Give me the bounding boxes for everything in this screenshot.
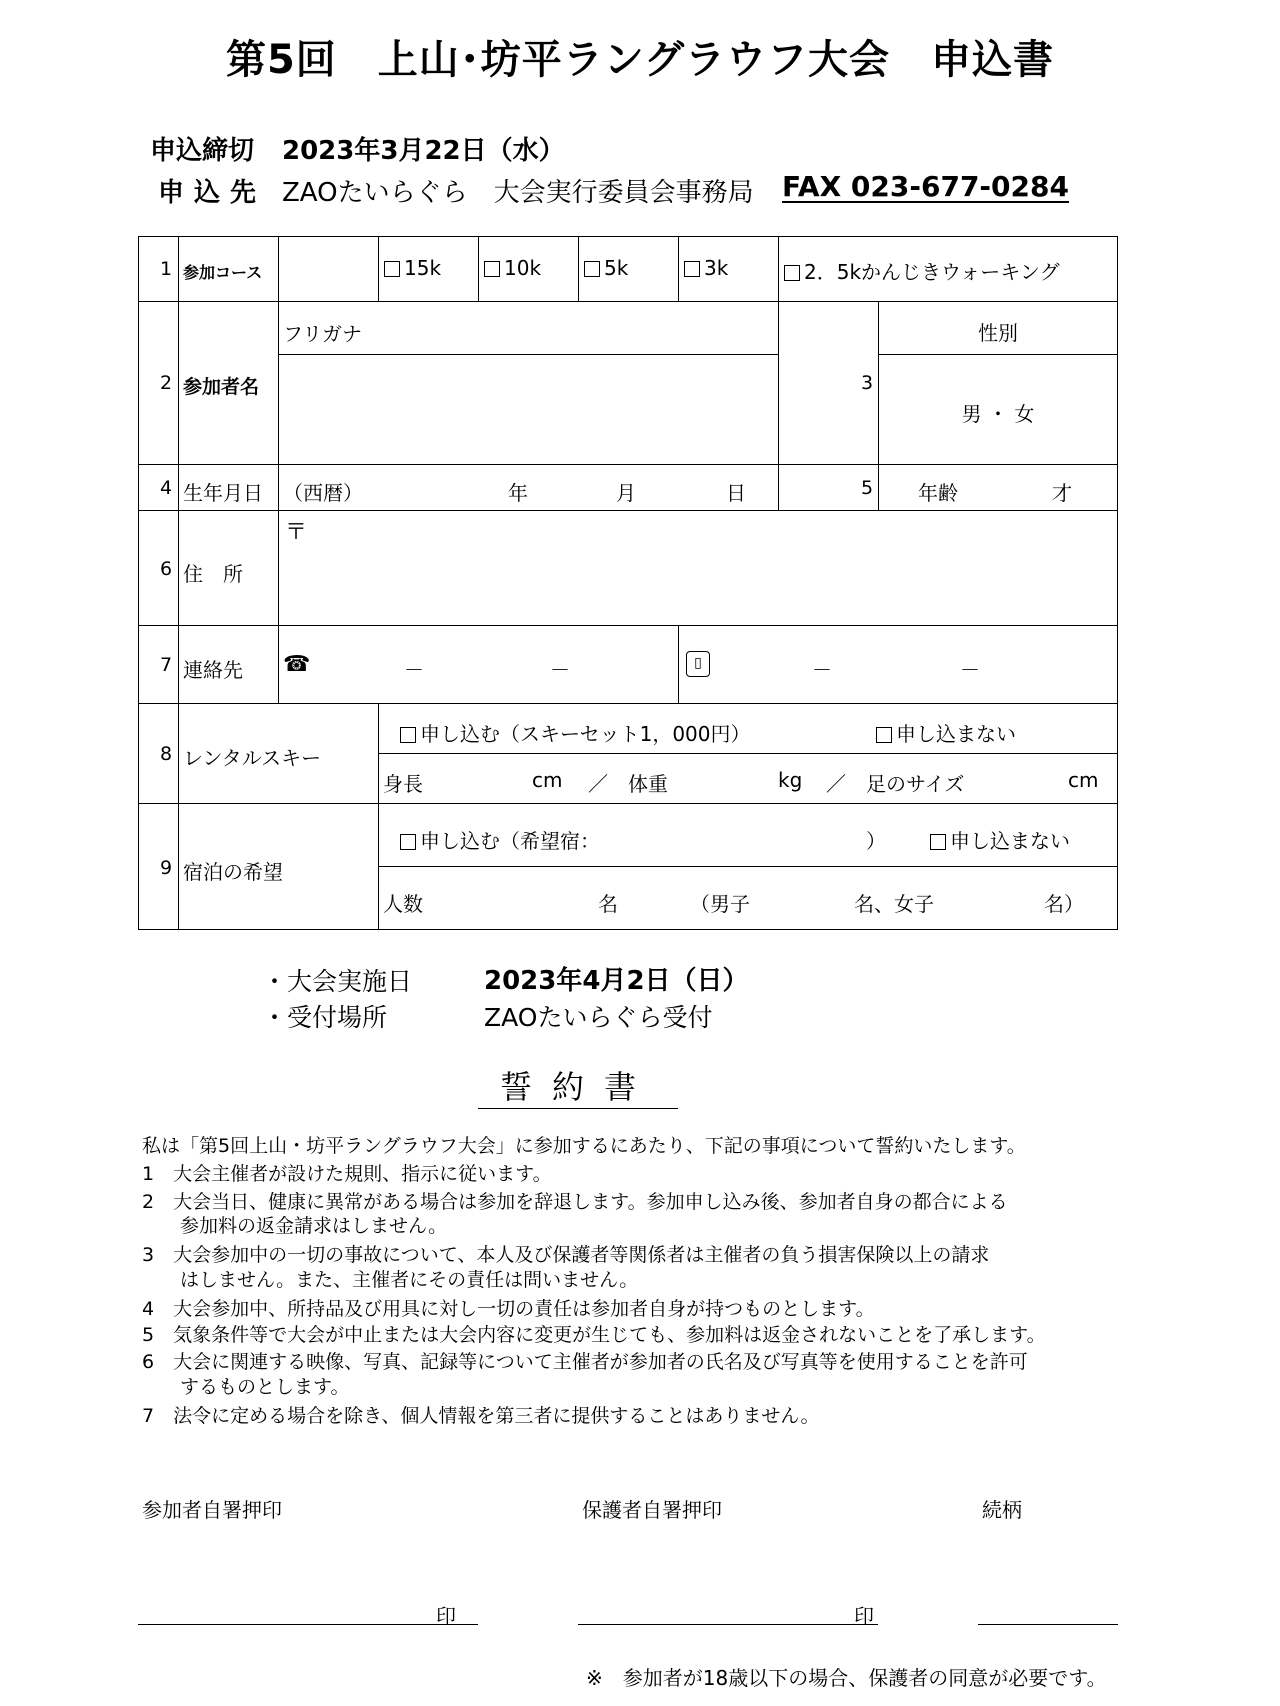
course-option-walking[interactable]: 2．5kかんじきウォーキング xyxy=(784,256,1060,285)
relation-line[interactable] xyxy=(978,1624,1118,1625)
course-option-3k[interactable]: 3k xyxy=(684,256,728,280)
pledge-title-underline xyxy=(478,1108,678,1109)
address-label: 住 所 xyxy=(183,562,243,586)
people-unit[interactable]: 名 xyxy=(598,892,618,916)
lodging-label: 宿泊の希望 xyxy=(183,860,283,884)
birthdate-day[interactable]: 日 xyxy=(726,481,746,505)
pledge-item: はしません。また、主催者にその責任は問いません。 xyxy=(142,1269,639,1291)
postal-mark-icon: 〒 xyxy=(285,520,308,545)
birthdate-era: （西暦） xyxy=(283,481,363,505)
deadline-value: 2023年3月22日（水） xyxy=(282,136,565,166)
participant-signature-line[interactable] xyxy=(138,1624,478,1625)
checkbox-icon xyxy=(876,727,892,743)
rental-apply-option[interactable]: 申し込む（スキーセット1，000円） xyxy=(400,718,751,747)
people-label: 人数 xyxy=(383,892,423,916)
lodging-close-paren: ） xyxy=(866,829,886,853)
pledge-item: 2 大会当日、健康に異常がある場合は参加を辞退します。参加申し込み後、参加者自身の都合による xyxy=(142,1191,1008,1213)
footnote: ※ 参加者が18歳以下の場合、保護者の同意が必要です。 xyxy=(586,1666,1107,1690)
height-unit[interactable]: cm xyxy=(532,768,563,792)
row-number: 2 xyxy=(160,372,173,394)
destination-office: ZAOたいらぐら 大会実行委員会事務局 xyxy=(282,178,754,208)
gender-label: 性別 xyxy=(978,321,1018,345)
furigana-label: フリガナ xyxy=(283,322,362,346)
male-label: （男子 xyxy=(690,892,750,916)
checkbox-icon xyxy=(930,834,946,850)
rental-ski-label: レンタルスキー xyxy=(183,746,322,770)
guardian-signature-label: 保護者自署押印 xyxy=(582,1498,722,1522)
pledge-item: 4 大会参加中、所持品及び用具に対し一切の責任は参加者自身が持つものとします。 xyxy=(142,1298,875,1320)
separator: ／ xyxy=(826,772,846,796)
weight-unit[interactable]: kg xyxy=(778,768,803,792)
age-label: 年齢 xyxy=(918,481,958,505)
height-label: 身長 xyxy=(383,772,423,796)
female-unit[interactable]: 名） xyxy=(1044,892,1084,916)
row-number: 8 xyxy=(160,743,173,765)
reception-label: ・受付場所 xyxy=(262,1003,388,1032)
checkbox-icon xyxy=(484,261,500,277)
course-option-15k[interactable]: 15k xyxy=(384,256,441,280)
rental-no-apply-option[interactable]: 申し込まない xyxy=(876,718,1016,747)
mobile-field[interactable] xyxy=(716,626,1117,702)
checkbox-icon xyxy=(384,261,400,277)
participant-name-label: 参加者名 xyxy=(183,376,260,398)
pledge-title: 誓約書 xyxy=(500,1068,657,1106)
female-label[interactable]: 名、女子 xyxy=(854,892,934,916)
lodging-apply-option[interactable]: 申し込む（希望宿： xyxy=(400,825,600,854)
foot-size-label: 足のサイズ xyxy=(866,772,965,796)
pledge-intro: 私は「第5回上山・坊平ラングラウフ大会」に参加するにあたり、下記の事項について誓約いたします。 xyxy=(142,1135,1026,1157)
event-date-value: 2023年4月2日（日） xyxy=(484,966,749,996)
seal-mark: 印 xyxy=(854,1604,874,1628)
row-number: 7 xyxy=(160,654,173,676)
relation-label: 続柄 xyxy=(982,1498,1022,1522)
participant-name-field[interactable] xyxy=(279,355,777,463)
row-number: 4 xyxy=(160,477,173,499)
destination-label: 申込先 xyxy=(158,178,267,208)
separator: ／ xyxy=(588,772,608,796)
address-field[interactable] xyxy=(279,546,1117,624)
event-date-label: ・大会実施日 xyxy=(262,967,413,996)
birthdate-label: 生年月日 xyxy=(183,481,263,505)
pledge-item: 1 大会主催者が設けた規則、指示に従います。 xyxy=(142,1163,552,1185)
participant-signature-label: 参加者自署押印 xyxy=(142,1498,282,1522)
mobile-phone-icon: ▯ xyxy=(686,651,710,677)
mobile-dash: － xyxy=(960,658,980,682)
pledge-item: 5 気象条件等で大会が中止または大会内容に変更が生じても、参加料は返金されないことを了承します。 xyxy=(142,1324,1046,1346)
weight-label: 体重 xyxy=(628,772,668,796)
phone-dash: － xyxy=(550,658,570,682)
phone-field[interactable] xyxy=(278,626,677,702)
foot-size-unit[interactable]: cm xyxy=(1068,768,1099,792)
pledge-item: するものとします。 xyxy=(142,1376,350,1398)
age-unit[interactable]: 才 xyxy=(1052,481,1072,505)
row-number: 3 xyxy=(861,372,874,394)
page-title: 第5回 上山･坊平ラングラウフ大会 申込書 xyxy=(225,37,1055,83)
row-number: 1 xyxy=(160,258,173,280)
checkbox-icon xyxy=(400,834,416,850)
guardian-signature-line[interactable] xyxy=(578,1624,878,1625)
birthdate-month[interactable]: 月 xyxy=(616,481,636,505)
pledge-item: 6 大会に関連する映像、写真、記録等について主催者が参加者の氏名及び写真等を使用することを許可 xyxy=(142,1351,1028,1373)
pledge-item: 3 大会参加中の一切の事故について、本人及び保護者等関係者は主催者の負う損害保険以上の請求 xyxy=(142,1244,990,1266)
contact-label: 連絡先 xyxy=(183,658,243,682)
reception-value: ZAOたいらぐら受付 xyxy=(484,1003,713,1032)
course-option-5k[interactable]: 5k xyxy=(584,256,628,280)
checkbox-icon xyxy=(400,727,416,743)
checkbox-icon xyxy=(784,265,800,281)
course-option-10k[interactable]: 10k xyxy=(484,256,541,280)
deadline-label: 申込締切 xyxy=(150,136,255,166)
destination-fax: FAX 023-677-0284 xyxy=(782,170,1069,203)
checkbox-icon xyxy=(684,261,700,277)
checkbox-icon xyxy=(584,261,600,277)
mobile-dash: － xyxy=(812,658,832,682)
seal-mark: 印 xyxy=(436,1604,456,1628)
birthdate-year[interactable]: 年 xyxy=(508,481,528,505)
lodging-no-apply-option[interactable]: 申し込まない xyxy=(930,825,1070,854)
pledge-item: 参加料の返金請求はしません。 xyxy=(142,1215,448,1237)
phone-icon: ☎ xyxy=(283,652,311,677)
pledge-item: 7 法令に定める場合を除き、個人情報を第三者に提供することはありません。 xyxy=(142,1405,820,1427)
row-number: 5 xyxy=(861,477,874,499)
row-number: 6 xyxy=(160,558,173,580)
phone-dash: － xyxy=(404,658,424,682)
course-label: 参加コース xyxy=(183,263,263,282)
gender-options[interactable]: 男 ・ 女 xyxy=(961,402,1035,426)
row-number: 9 xyxy=(160,857,173,879)
